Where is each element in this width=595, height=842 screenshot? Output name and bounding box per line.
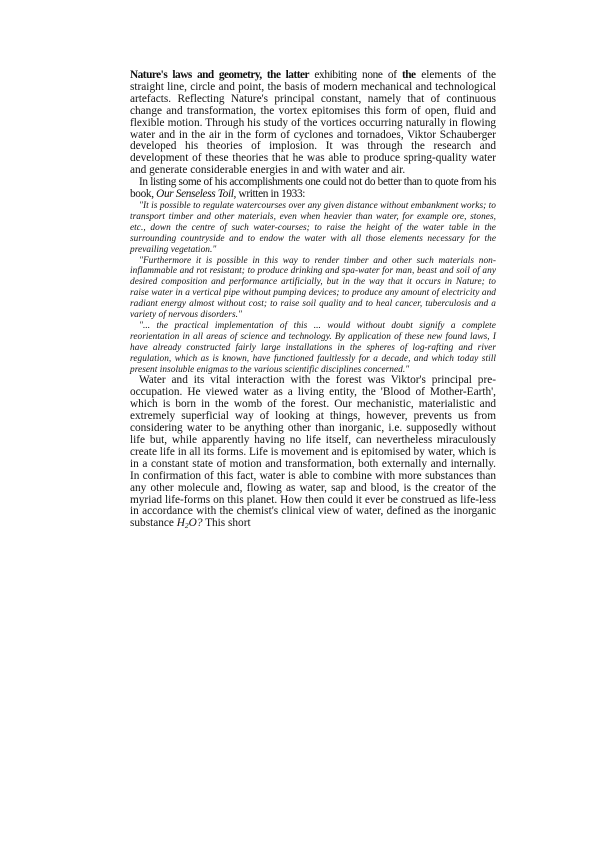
book-title: Our Senseless Toil, bbox=[156, 188, 237, 201]
quote-3: "... the practical implementation of this ... would without doubt signify a complete reorientation in all areas of science and technology. By application of these new found laws, I have already constructed fairly large installations in the spheres of log-rafting and river regulation, which as is known, have functioned faultlessly for a decade, and which today still present insoluble enigmas to the various scientific disciplines concerned." bbox=[130, 320, 496, 375]
text-run: written in 1933: bbox=[236, 188, 306, 201]
text-run: elements of the straight line, circle and point, the basis of modern mechanical and technological artefacts. Reflecting Nature's principal constant, namely that of continuous change and transformation, the vortex epitomises this form of open, fluid and flexible motion. Through his study of the vortices occurring naturally in flowing water and in the air in the form of cyclones and tornadoes, Viktor Schauberger developed his theories of implosion. It was through the research and development of these theories that he was able to produce spring-quality water and generate considerable energies in and with water and air. bbox=[130, 69, 496, 177]
text-run: Water and its vital interaction with the forest was Viktor's principal preoccupation. He viewed water as a living entity, the 'Blood of Mother-Earth', which is born in the womb of the forest. Our mechanistic, materialistic and extremely superficial way of looking at things, however, prevents us from considering water to be anything other than inorganic, i.e. supposedly without life but, while apparently having no life itself, can nevertheless miraculously create life in all its forms. Life is movement and is epitomised by water, which is in a constant state of motion and transformation, both externally and internally. In confirmation of this fact, water is able to combine with more substances than any other molecule and, flowing as water, sap and blood, is the creator of the myriad life-forms on this planet. How then could it ever be construed as life-less in accordance with the chemist's clinical view of water, defined as the inorganic substance bbox=[130, 374, 496, 530]
paragraph-water bbox=[130, 375, 496, 532]
quote-2: "Furthermore it is possible in this way to render timber and other such materials non-inflammable and rot resistant; to produce drinking and spa-water for man, beast and soil of any desired composition and performance artificially, but in the way that it occurs in Nature; to raise water in a vertical pipe without pumping devices; to produce any amount of electricity and radiant energy almost without cost; to raise soil quality and to heal cancer, tuberculosis and a variety of nervous disorders." bbox=[130, 255, 496, 321]
lead-word: the bbox=[401, 69, 416, 81]
formula-h: H bbox=[176, 517, 185, 530]
formula-subscript: 2 bbox=[184, 521, 189, 531]
formula bbox=[177, 517, 203, 529]
text-run: exhibiting none of bbox=[309, 69, 402, 81]
quote-1: "It is possible to regulate watercourses over any given distance without embankment works; to transport timber and other materials, even when heavier than water, for example ore, stones, etc., down the centre of such water-courses; to raise the height of the water table in the surrounding countryside and to endow the water with all those elements necessary for the prevailing vegetation." bbox=[130, 200, 496, 255]
lead-phrase: Nature's laws and geometry, the latter bbox=[130, 69, 310, 81]
text-run: In listing some of his accomplishments one could not do better than to quote from his book, bbox=[130, 176, 496, 201]
formula-o: O? bbox=[188, 517, 203, 530]
text-run: This short bbox=[202, 517, 251, 530]
document-page bbox=[130, 70, 496, 532]
paragraph-accomplishments bbox=[130, 177, 496, 201]
paragraph-intro bbox=[130, 70, 496, 177]
